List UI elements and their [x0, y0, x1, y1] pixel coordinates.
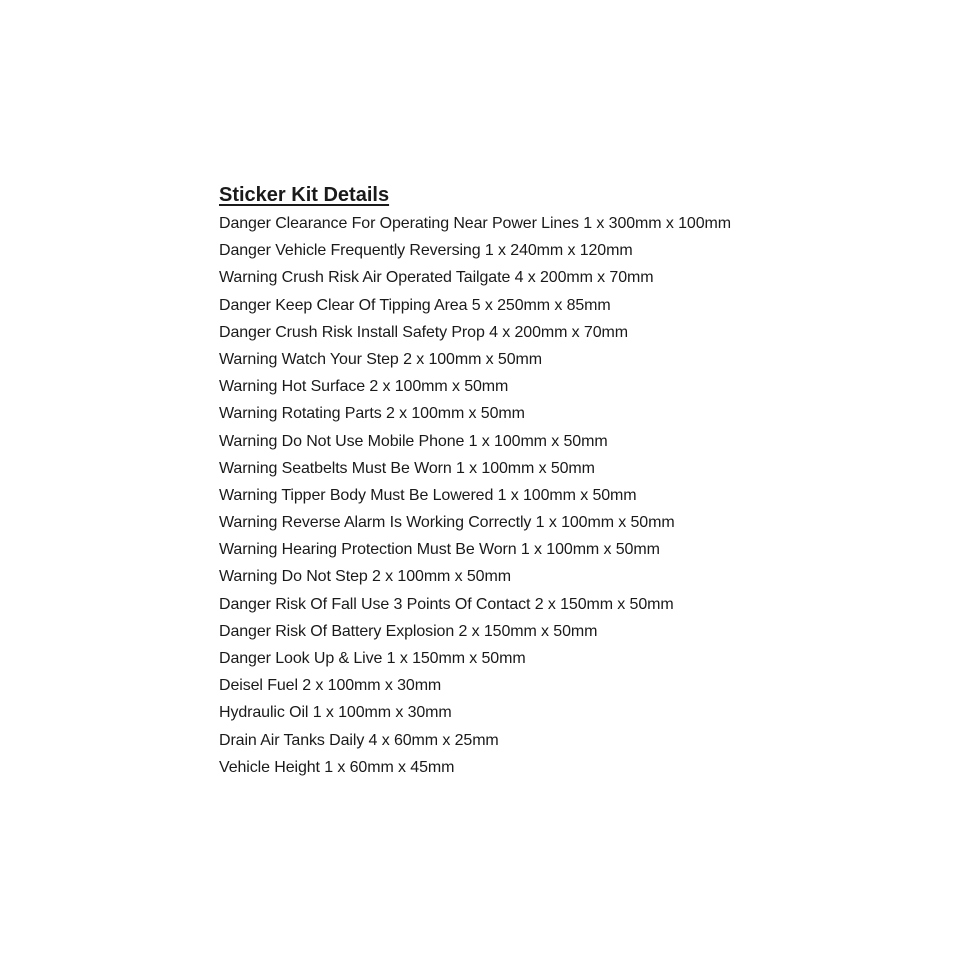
sticker-list: [219, 210, 919, 781]
sticker-item: Warning Crush Risk Air Operated Tailgate 4 x 200mm x 70mm: [219, 269, 654, 287]
sticker-item: Danger Keep Clear Of Tipping Area 5 x 250mm x 85mm: [219, 296, 611, 314]
sticker-item: Warning Hearing Protection Must Be Worn 1 x 100mm x 50mm: [219, 541, 660, 559]
sticker-item: Warning Watch Your Step 2 x 100mm x 50mm: [219, 350, 542, 368]
sticker-item: Hydraulic Oil 1 x 100mm x 30mm: [219, 704, 452, 722]
sticker-item: Vehicle Height 1 x 60mm x 45mm: [219, 758, 455, 776]
sticker-item: Warning Tipper Body Must Be Lowered 1 x 100mm x 50mm: [219, 486, 637, 504]
sticker-item: Warning Rotating Parts 2 x 100mm x 50mm: [219, 405, 525, 423]
sticker-item: Danger Clearance For Operating Near Power Lines 1 x 300mm x 100mm: [219, 215, 731, 232]
sticker-kit-document: [219, 180, 919, 781]
document-title: Sticker Kit Details: [219, 184, 390, 206]
sticker-item: Warning Do Not Use Mobile Phone 1 x 100mm x 50mm: [219, 432, 608, 450]
sticker-item: Drain Air Tanks Daily 4 x 60mm x 25mm: [219, 731, 499, 749]
sticker-item: Warning Do Not Step 2 x 100mm x 50mm: [219, 568, 511, 586]
sticker-item: Warning Reverse Alarm Is Working Correctly 1 x 100mm x 50mm: [219, 514, 675, 532]
sticker-item: Danger Vehicle Frequently Reversing 1 x 240mm x 120mm: [219, 242, 633, 260]
sticker-item: Warning Hot Surface 2 x 100mm x 50mm: [219, 378, 509, 396]
sticker-item: Danger Look Up & Live 1 x 150mm x 50mm: [219, 650, 526, 667]
sticker-item: Deisel Fuel 2 x 100mm x 30mm: [219, 677, 442, 695]
sticker-item: Danger Risk Of Fall Use 3 Points Of Contact 2 x 150mm x 50mm: [219, 595, 674, 613]
sticker-item: Warning Seatbelts Must Be Worn 1 x 100mm x 50mm: [219, 459, 595, 477]
sticker-item: Danger Risk Of Battery Explosion 2 x 150mm x 50mm: [219, 622, 598, 640]
sticker-item: Danger Crush Risk Install Safety Prop 4 x 200mm x 70mm: [219, 323, 628, 341]
